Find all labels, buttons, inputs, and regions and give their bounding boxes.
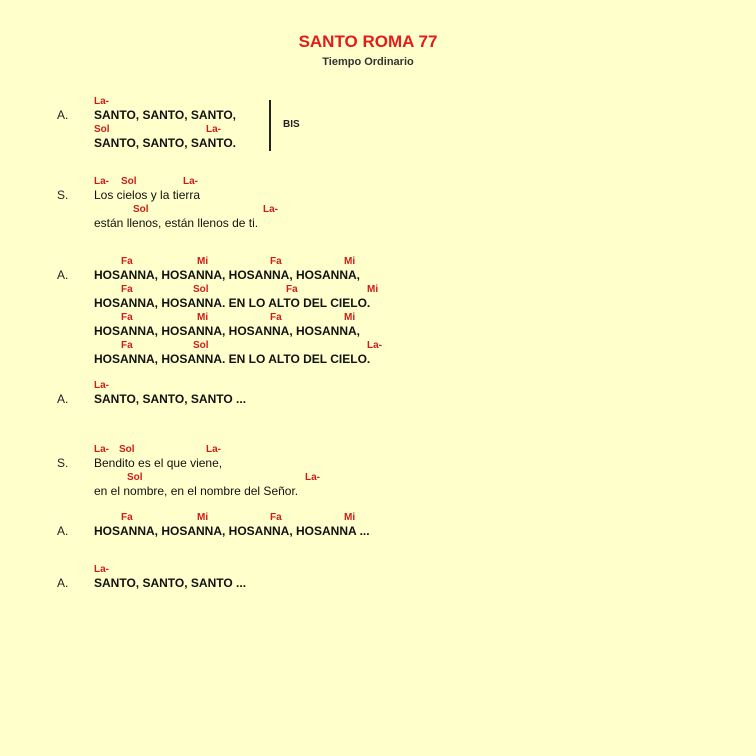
chord: Fa — [121, 312, 133, 323]
lyric-line: HOSANNA, HOSANNA, HOSANNA, HOSANNA, — [94, 324, 361, 338]
song-title: SANTO ROMA 77 — [298, 32, 438, 51]
chord-line — [0, 442, 756, 456]
chord: Mi — [344, 312, 356, 323]
chord-line — [0, 202, 756, 216]
chord: La- — [94, 564, 109, 575]
lyric-line: HOSANNA, HOSANNA, HOSANNA, HOSANNA ... — [94, 524, 370, 538]
lyric-line: están llenos, están llenos de ti. — [94, 216, 259, 230]
verse-block — [0, 174, 756, 230]
chord: Mi — [197, 256, 209, 267]
verse-block — [0, 510, 756, 538]
chord: La- — [94, 96, 109, 107]
chord-line — [0, 282, 756, 296]
singer-role: S. — [57, 188, 69, 202]
chord-line — [0, 122, 756, 136]
chord: Sol — [119, 444, 135, 455]
lyric-line: HOSANNA, HOSANNA, HOSANNA, HOSANNA, — [94, 268, 361, 282]
verse-block — [0, 378, 756, 406]
bis-label: BIS — [283, 119, 300, 130]
chord-line — [0, 94, 756, 108]
chord: Mi — [344, 512, 356, 523]
chord-line — [0, 562, 756, 576]
chord: Fa — [121, 340, 133, 351]
chord: Sol — [94, 124, 110, 135]
lyric-line: Bendito es el que viene, — [94, 456, 223, 470]
repeat-bar — [269, 100, 271, 151]
chord: Sol — [133, 204, 149, 215]
chord: Fa — [286, 284, 298, 295]
lyric-line: SANTO, SANTO, SANTO ... — [94, 392, 247, 406]
chord-line — [0, 378, 756, 392]
chord: Fa — [121, 256, 133, 267]
singer-role: S. — [57, 456, 69, 470]
verse-block — [0, 254, 756, 366]
lyric-line: SANTO, SANTO, SANTO. — [94, 136, 237, 150]
chord: La- — [263, 204, 278, 215]
chord-line — [0, 254, 756, 268]
verse-block — [0, 562, 756, 590]
chord: La- — [94, 176, 109, 187]
chord: La- — [206, 124, 221, 135]
verse-block — [0, 94, 756, 150]
chord-line — [0, 470, 756, 484]
chord-line — [0, 310, 756, 324]
chord: Fa — [121, 512, 133, 523]
chord-line — [0, 338, 756, 352]
lyric-line: Los cielos y la tierra — [94, 188, 201, 202]
singer-role: A. — [57, 392, 69, 406]
chord: Mi — [367, 284, 379, 295]
lyric-line: HOSANNA, HOSANNA. EN LO ALTO DEL CIELO. — [94, 296, 371, 310]
singer-role: A. — [57, 524, 69, 538]
lyric-line: en el nombre, en el nombre del Señor. — [94, 484, 299, 498]
chord: La- — [94, 380, 109, 391]
chord-line — [0, 174, 756, 188]
lyric-line: SANTO, SANTO, SANTO, — [94, 108, 237, 122]
chord-line — [0, 510, 756, 524]
lyric-line: HOSANNA, HOSANNA. EN LO ALTO DEL CIELO. — [94, 352, 371, 366]
chord: La- — [305, 472, 320, 483]
chord: Sol — [193, 340, 209, 351]
chord: Sol — [193, 284, 209, 295]
lyric-line: SANTO, SANTO, SANTO ... — [94, 576, 247, 590]
chord: Fa — [121, 284, 133, 295]
chord: Mi — [197, 312, 209, 323]
chord: Sol — [127, 472, 143, 483]
chord: Mi — [344, 256, 356, 267]
song-subtitle: Tiempo Ordinario — [322, 56, 414, 68]
chord: La- — [367, 340, 382, 351]
chord: Fa — [270, 512, 282, 523]
chord: Sol — [121, 176, 137, 187]
chord: Fa — [270, 312, 282, 323]
chord: Mi — [197, 512, 209, 523]
verse-block — [0, 442, 756, 498]
chord: La- — [206, 444, 221, 455]
singer-role: A. — [57, 268, 69, 282]
singer-role: A. — [57, 108, 69, 122]
singer-role: A. — [57, 576, 69, 590]
chord: La- — [183, 176, 198, 187]
chord: La- — [94, 444, 109, 455]
chord: Fa — [270, 256, 282, 267]
